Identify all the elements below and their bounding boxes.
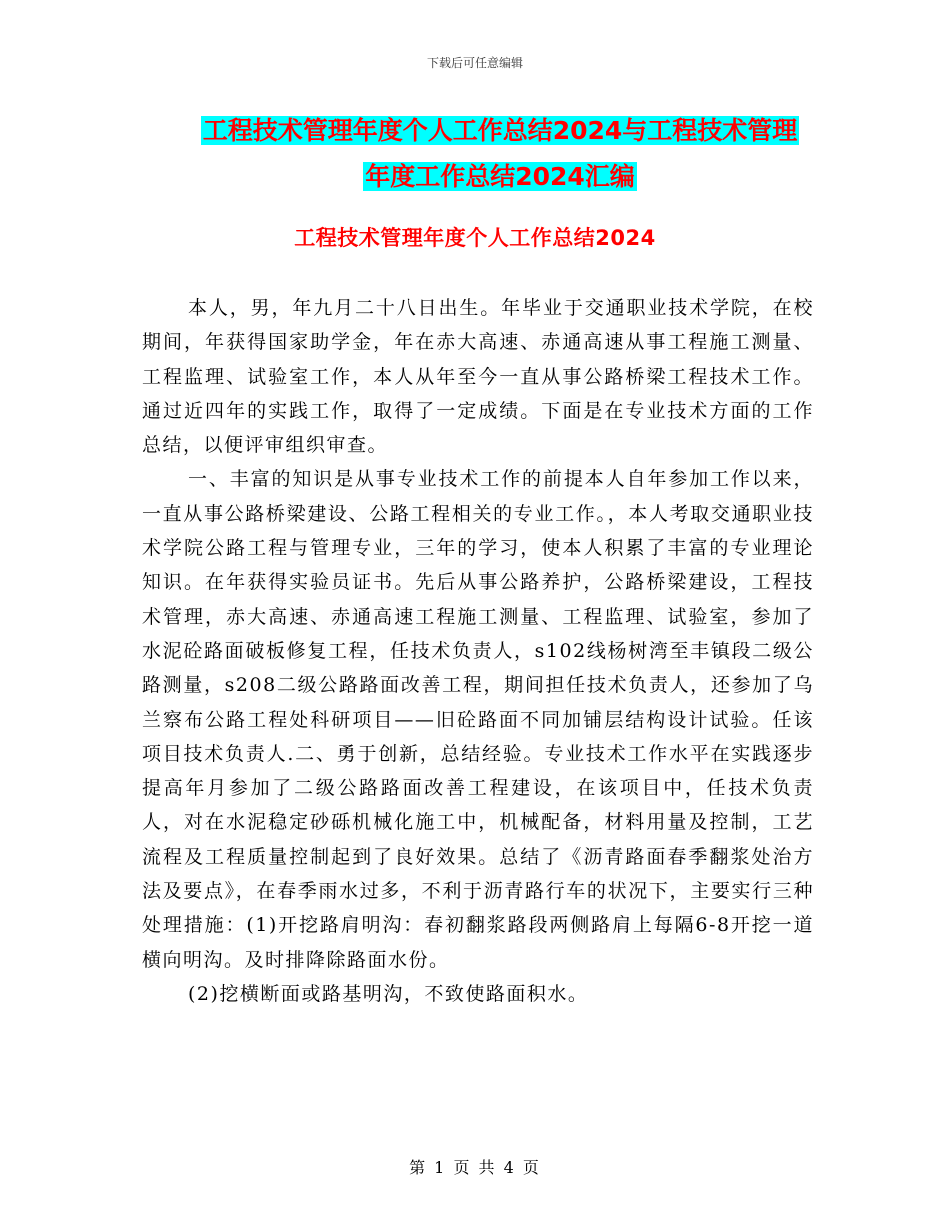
- paragraph-measure-2: (2)挖横断面或路基明沟，不致使路面积水。: [188, 982, 589, 1005]
- header-note: 下载后可任意编辑: [426, 56, 523, 70]
- document-title-line2: 年度工作总结2024汇编: [365, 162, 635, 191]
- document-title: [140, 108, 860, 200]
- paragraph-intro: 本人，男，年九月二十八日出生。年毕业于交通职业技术学院，在校期间，年获得国家助学金，年在赤大高速、赤通高速从事工程施工测量、工程监理、试验室工作，本人从年至今一直从事公路桥梁工程技术工作。通过近四年的实践工作，取得了一定成绩。下面是在专业技术方面的工作总结，以便评审组织审查。: [142, 297, 814, 457]
- paragraph-knowledge: 一、丰富的知识是从事专业技术工作的前提本人自年参加工作以来，一直从事公路桥梁建设、公路工程相关的专业工作。，本人考取交通职业技术学院公路工程与管理专业，三年的学习，使本人积累了丰富的专业理论知识。在年获得实验员证书。先后从事公路养护，公路桥梁建设，工程技术管理，赤大高速、赤通高速工程施工测量、工程监理、试验室，参加了水泥砼路面破板修复工程，任技术负责人，s102线杨树湾至丰镇段二级公路测量，s208二级公路路面改善工程，期间担任技术负责人，还参加了乌兰察布公路工程处科研项目——旧砼路面不同加铺层结构设计试验。任该项目技术负责人.二、勇于创新，总结经验。专业技术工作水平在实践逐步提高年月参加了二级公路路面改善工程建设，在该项目中，任技术负责人，对在水泥稳定砂砾机械化施工中，机械配备，材料用量及控制，工艺流程及工程质量控制起到了良好效果。总结了《沥青路面春季翻浆处治方法及要点》，在春季雨水过多，不利于沥青路行车的状况下，主要实行三种处理措施：(1)开挖路肩明沟：春初翻浆路段两侧路肩上每隔6-8开挖一道横向明沟。及时排降除路面水份。: [142, 468, 814, 971]
- document-title-line1: 工程技术管理年度个人工作总结2024与工程技术管理: [202, 116, 798, 145]
- page-footer: 第 1 页 共 4 页: [409, 1158, 541, 1177]
- document-body: [142, 291, 814, 1011]
- section-title: 工程技术管理年度个人工作总结2024: [294, 226, 656, 250]
